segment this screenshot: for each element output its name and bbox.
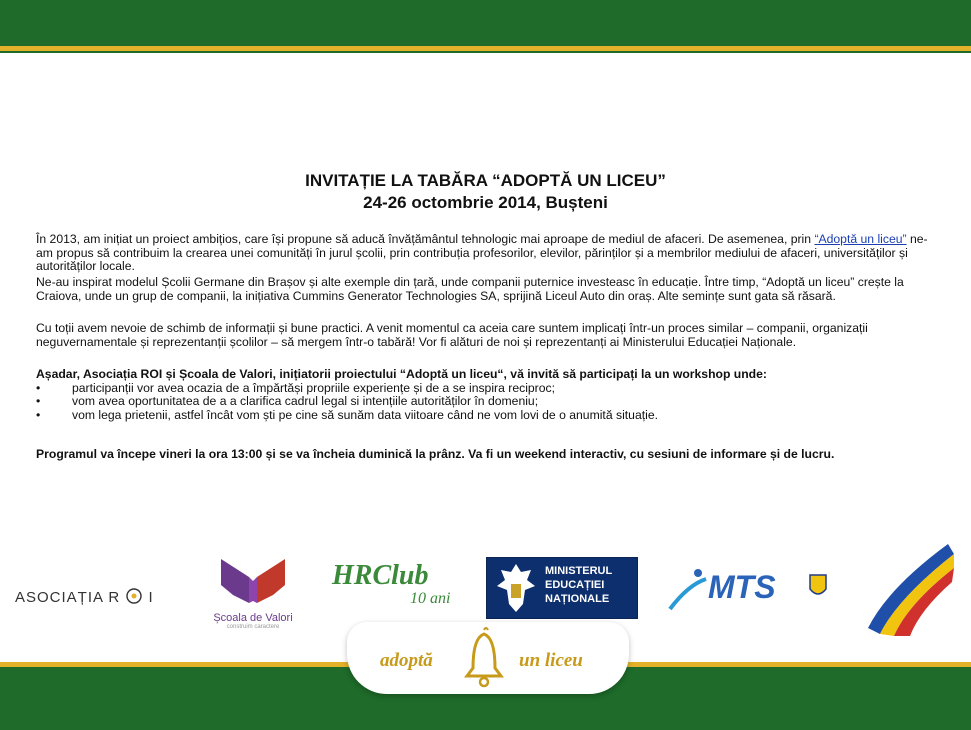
ministry-line-3: NAȚIONALE bbox=[545, 593, 610, 605]
workshop-bullet-list bbox=[36, 382, 936, 423]
roi-o-icon bbox=[125, 587, 143, 605]
asociatia-roi-logo bbox=[15, 587, 154, 606]
invitation-intro: Așadar, Asociația ROI și Școala de Valori, inițiatorii proiectului “Adoptă un liceu“, vă invită să participați la un workshop unde: bbox=[36, 367, 767, 381]
hrclub-logo bbox=[332, 560, 462, 607]
coat-of-arms-icon bbox=[491, 560, 541, 616]
scoala-de-valori-icon bbox=[213, 555, 293, 605]
badge-text-right: un liceu bbox=[519, 650, 583, 671]
event-date-location: 24-26 octombrie 2014, Bușteni bbox=[363, 193, 608, 212]
paragraph-intro-text-a: În 2013, am inițiat un proiect ambițios, care își propune să aducă învățământul tehnologic mai aproape de mediul de afaceri. De asemenea, prin bbox=[36, 232, 815, 246]
bullet-item: • vom lega prietenii, astfel încât vom ști pe cine să sunăm data viitoare când ne vom lovi de o anumită situație. bbox=[36, 409, 936, 423]
ministry-line-1: MINISTERUL bbox=[545, 565, 613, 577]
paragraph-inspiration: Ne-au inspirat modelul Școlii Germane din Brașov și alte exemple din țară, unde companii puternice investeasc în educație. Între timp, “Adoptă un liceu” crește la Craiova, unde un grup de companii, la inițiativa Cummins Generator Technologies SA, sprijină Liceul Auto din oraș. Alte semințe sunt gata să răsară. bbox=[36, 275, 904, 303]
roi-logo-text: ASOCIAȚIA R bbox=[15, 589, 121, 606]
ministry-line-2: EDUCAȚIEI bbox=[545, 579, 605, 591]
hrclub-anniversary: 10 ani bbox=[410, 590, 451, 607]
adopta-un-liceu-badge bbox=[347, 622, 629, 694]
bell-icon bbox=[459, 624, 509, 690]
tricolor-ribbon-icon bbox=[858, 538, 958, 638]
ribbon-flag-logo bbox=[858, 538, 958, 643]
header-band bbox=[0, 0, 971, 46]
scoala-de-valori-logo bbox=[198, 555, 308, 630]
mts-swoosh-icon bbox=[668, 565, 708, 615]
mts-logo-text: MTS bbox=[708, 569, 776, 605]
bullet-item: • vom avea oportunitatea de a a clarifica cadrul legal si intențiile autorităților în domeniu; bbox=[36, 395, 936, 409]
mts-logo bbox=[668, 565, 833, 615]
adopta-un-liceu-link[interactable]: “Adoptă un liceu” bbox=[814, 232, 907, 246]
scoala-de-valori-tagline: construim caractere bbox=[226, 624, 280, 630]
scoala-de-valori-name: Școala de Valori bbox=[213, 612, 293, 624]
paragraph-schedule: Programul va începe vineri la ora 13:00 și se va încheia duminică la prânz. Va fi un weekend interactiv, cu sesiuni de informare și de lucru. bbox=[36, 447, 835, 461]
hrclub-logo-text: HRClub bbox=[332, 560, 429, 591]
paragraph-need: Cu toții avem nevoie de schimb de informații și bune practici. A venit momentul ca aceia care suntem implicați într-un proces similar – companii, organizații neguvernamentale și reprezentanții școlilor – să mergem într-o tabără! Vor fi alături de noi și reprezentanți ai Ministerului Educației Naționale. bbox=[36, 321, 868, 349]
badge-text-left: adoptă bbox=[380, 650, 433, 671]
bullet-item: • participanții vor avea ocazia de a împărtăși propriile experiențe și de a se inspira reciproc; bbox=[36, 382, 936, 396]
paragraph-intro-text-b: ne-am propus să contribuim la crearea unei comunități în jurul școlii, prin contribuția profesorilor, elevilor, părinților și a membrilor mediului de afaceri, universităților și autorităților locale. bbox=[36, 232, 928, 273]
roi-logo-tail: I bbox=[148, 589, 154, 606]
invitation-title: INVITAȚIE LA TABĂRA “ADOPTĂ UN LICEU” bbox=[305, 171, 666, 190]
romania-crest-icon bbox=[808, 573, 828, 599]
paragraph-intro bbox=[36, 233, 936, 274]
ministry-education-logo bbox=[486, 557, 638, 619]
paragraph-invitation bbox=[36, 368, 936, 422]
ministry-name bbox=[545, 564, 612, 606]
header-green-line bbox=[0, 51, 971, 53]
